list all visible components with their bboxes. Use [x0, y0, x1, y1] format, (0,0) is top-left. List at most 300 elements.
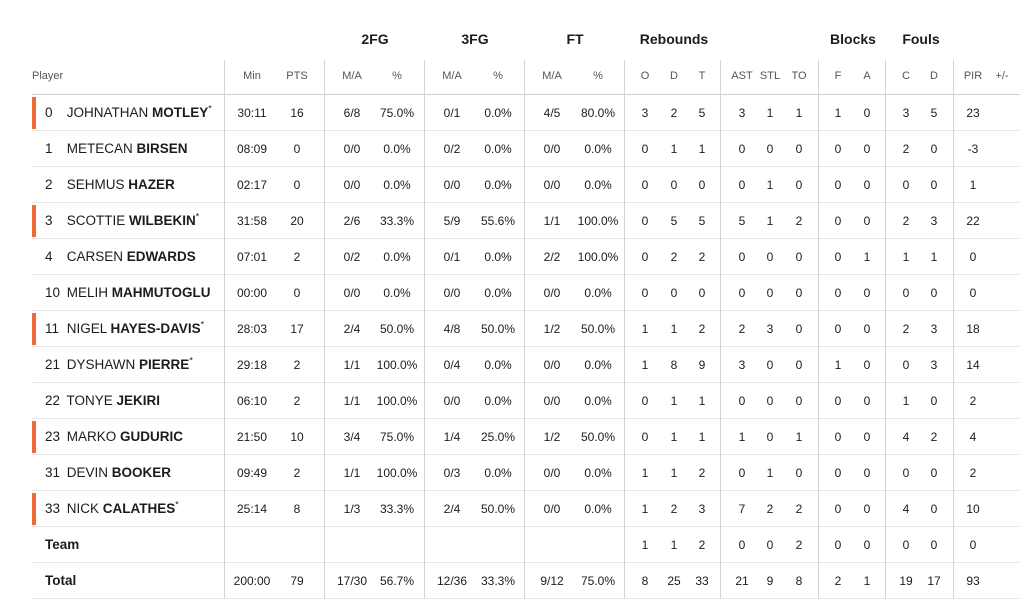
cell-min: 31:58 — [236, 214, 268, 228]
cell-fg2-ma: 3/4 — [343, 430, 361, 444]
total-label: Total — [45, 573, 77, 588]
cell-ft-ma: 0/0 — [543, 358, 561, 372]
cell-fg2-ma: 2/4 — [343, 322, 361, 336]
cell-blk-f: 0 — [834, 502, 842, 516]
cell-fg3-pct: 25.0% — [480, 430, 516, 444]
cell-stl: 0 — [766, 394, 774, 408]
starter-marker — [32, 493, 36, 525]
cell-blk-f: 0 — [834, 250, 842, 264]
cell-blk-f: 0 — [834, 286, 842, 300]
table-row — [32, 167, 1020, 203]
cell-d: 25 — [667, 574, 681, 588]
cell-blk-a: 1 — [863, 250, 871, 264]
cell-d: 8 — [670, 358, 678, 372]
total-row — [32, 563, 1020, 599]
cell-blk-a: 0 — [863, 322, 871, 336]
cell-o: 0 — [641, 142, 649, 156]
cell-pm — [980, 131, 1024, 167]
player-first-name: JOHNATHAN — [66, 105, 149, 120]
player-name-cell[interactable] — [45, 491, 179, 527]
team-row — [32, 527, 1020, 563]
column-header-t: T — [698, 70, 706, 82]
cell-fg3-pct: 33.3% — [480, 574, 516, 588]
cell-o: 1 — [641, 358, 649, 372]
cell-pm — [980, 167, 1024, 203]
player-last-name: EDWARDS — [126, 249, 196, 264]
cell-foul-d: 0 — [930, 178, 938, 192]
cell-t: 2 — [698, 466, 706, 480]
cell-d: 2 — [670, 502, 678, 516]
cell-ft-ma: 0/0 — [543, 178, 561, 192]
cell-blk-a: 0 — [863, 178, 871, 192]
cell-ft-pct: 80.0% — [580, 106, 616, 120]
player-last-name: PIERRE — [139, 357, 190, 372]
cell-blk-f: 0 — [834, 430, 842, 444]
cell-fg2-pct — [375, 527, 419, 563]
group-header-rebounds: Rebounds — [639, 31, 709, 47]
cell-ft-pct — [576, 527, 620, 563]
cell-fg2-pct: 100.0% — [376, 358, 418, 372]
cell-fg2-ma: 2/6 — [343, 214, 361, 228]
cell-blk-f: 1 — [834, 358, 842, 372]
cell-stl: 0 — [766, 358, 774, 372]
cell-min: 29:18 — [236, 358, 268, 372]
cell-foul-c: 2 — [902, 214, 910, 228]
cell-ft-ma: 1/2 — [543, 430, 561, 444]
team-label: Team — [45, 537, 80, 552]
player-first-name: METECAN — [66, 141, 133, 156]
cell-min: 07:01 — [236, 250, 268, 264]
cell-fg3-pct: 50.0% — [480, 502, 516, 516]
cell-foul-d: 0 — [930, 286, 938, 300]
cell-fg3-ma: 1/4 — [443, 430, 461, 444]
cell-foul-d: 0 — [930, 538, 938, 552]
cell-ft-pct: 50.0% — [580, 322, 616, 336]
cell-ft-pct: 75.0% — [580, 574, 616, 588]
cell-ast: 0 — [738, 538, 746, 552]
cell-t: 0 — [698, 286, 706, 300]
cell-pir: 4 — [969, 430, 977, 444]
column-header-ft-ma: M/A — [542, 70, 562, 82]
cell-fg2-pct: 75.0% — [379, 106, 415, 120]
cell-blk-a: 1 — [863, 574, 871, 588]
cell-d: 1 — [670, 538, 678, 552]
cell-foul-c: 0 — [902, 286, 910, 300]
player-name-cell[interactable] — [45, 419, 183, 455]
cell-fg2-ma: 1/1 — [343, 466, 361, 480]
column-separator — [818, 60, 819, 599]
cell-pir: 93 — [966, 574, 980, 588]
cell-foul-d: 3 — [930, 358, 938, 372]
cell-t: 5 — [698, 106, 706, 120]
cell-ast: 0 — [738, 142, 746, 156]
column-header-stl: STL — [759, 70, 781, 82]
cell-fg2-ma: 0/0 — [343, 178, 361, 192]
table-row — [32, 131, 1020, 167]
cell-fg3-pct: 0.0% — [484, 358, 512, 372]
row-divider — [32, 598, 1020, 599]
cell-pm — [980, 311, 1024, 347]
cell-blk-a: 0 — [863, 502, 871, 516]
cell-d: 2 — [670, 106, 678, 120]
cell-blk-a: 0 — [863, 466, 871, 480]
cell-stl: 1 — [766, 214, 774, 228]
cell-fg3-pct: 50.0% — [480, 322, 516, 336]
cell-d: 1 — [670, 394, 678, 408]
cell-pm — [980, 455, 1024, 491]
player-first-name: NICK — [66, 501, 100, 516]
cell-min: 25:14 — [236, 502, 268, 516]
cell-ast: 3 — [738, 106, 746, 120]
cell-pm — [980, 347, 1024, 383]
cell-o: 1 — [641, 322, 649, 336]
cell-min: 200:00 — [233, 574, 271, 588]
cell-foul-d: 3 — [930, 322, 938, 336]
column-separator — [324, 60, 325, 599]
cell-fg2-ma: 1/1 — [343, 358, 361, 372]
cell-t: 3 — [698, 502, 706, 516]
cell-fg2-pct: 0.0% — [383, 142, 411, 156]
cell-to: 1 — [795, 430, 803, 444]
cell-pts: 20 — [290, 214, 304, 228]
cell-fg2-pct: 100.0% — [376, 466, 418, 480]
cell-t: 2 — [698, 250, 706, 264]
cell-ast: 0 — [738, 250, 746, 264]
cell-foul-d: 2 — [930, 430, 938, 444]
column-header-fg3-ma: M/A — [442, 70, 462, 82]
cell-ft-pct: 0.0% — [584, 502, 612, 516]
cell-blk-a: 0 — [863, 286, 871, 300]
jersey-number: 10 — [45, 285, 61, 300]
cell-pts: 2 — [293, 250, 301, 264]
column-header-d: D — [670, 70, 678, 82]
column-separator — [524, 60, 525, 599]
cell-min: 00:00 — [236, 286, 268, 300]
cell-ft-pct: 100.0% — [577, 214, 619, 228]
cell-ast: 7 — [738, 502, 746, 516]
cell-fg2-pct: 56.7% — [379, 574, 415, 588]
cell-d: 1 — [670, 322, 678, 336]
player-first-name: MARKO — [66, 429, 117, 444]
cell-fg3-ma: 0/0 — [443, 286, 461, 300]
cell-stl: 1 — [766, 178, 774, 192]
player-first-name: SCOTTIE — [66, 213, 126, 228]
cell-pts: 2 — [293, 394, 301, 408]
cell-foul-d: 0 — [930, 502, 938, 516]
cell-to: 2 — [795, 538, 803, 552]
cell-ft-pct: 0.0% — [584, 286, 612, 300]
cell-blk-a: 0 — [863, 142, 871, 156]
cell-fg3-pct: 0.0% — [484, 286, 512, 300]
cell-ast: 0 — [738, 286, 746, 300]
cell-foul-c: 2 — [902, 322, 910, 336]
cell-stl: 0 — [766, 538, 774, 552]
cell-ft-pct: 0.0% — [584, 358, 612, 372]
cell-o: 0 — [641, 430, 649, 444]
cell-blk-f: 0 — [834, 394, 842, 408]
cell-fg2-pct: 0.0% — [383, 178, 411, 192]
starter-marker — [32, 421, 36, 453]
player-name-cell[interactable] — [45, 347, 193, 383]
column-header-to: TO — [791, 70, 807, 82]
cell-min: 09:49 — [236, 466, 268, 480]
jersey-number: 4 — [45, 249, 53, 264]
table-row — [32, 419, 1020, 455]
player-first-name: SEHMUS — [66, 177, 125, 192]
cell-fg3-ma: 0/1 — [443, 106, 461, 120]
cell-pir: 2 — [969, 466, 977, 480]
starter-marker — [32, 313, 36, 345]
cell-foul-d: 3 — [930, 214, 938, 228]
cell-fg3-ma — [430, 527, 474, 563]
column-separator — [224, 60, 225, 599]
cell-pts: 79 — [290, 574, 304, 588]
cell-foul-c: 2 — [902, 142, 910, 156]
cell-blk-f: 0 — [834, 538, 842, 552]
cell-pts: 8 — [293, 502, 301, 516]
cell-ast: 0 — [738, 178, 746, 192]
player-name-cell[interactable] — [45, 131, 188, 167]
cell-pir: 10 — [966, 502, 980, 516]
cell-stl: 3 — [766, 322, 774, 336]
cell-t: 9 — [698, 358, 706, 372]
table-row — [32, 95, 1020, 131]
player-last-name: BIRSEN — [136, 141, 188, 156]
table-row — [32, 239, 1020, 275]
jersey-number: 22 — [45, 393, 61, 408]
cell-foul-d: 0 — [930, 394, 938, 408]
cell-pts: 2 — [293, 358, 301, 372]
cell-ft-ma: 1/1 — [543, 214, 561, 228]
player-name-cell[interactable] — [45, 275, 211, 311]
header-divider — [32, 94, 1020, 95]
cell-d: 2 — [670, 250, 678, 264]
column-separator — [624, 60, 625, 599]
cell-d: 0 — [670, 286, 678, 300]
column-header-foul-c: C — [902, 70, 910, 82]
cell-ft-pct: 0.0% — [584, 466, 612, 480]
cell-stl: 0 — [766, 142, 774, 156]
cell-o: 0 — [641, 394, 649, 408]
cell-fg3-ma: 0/4 — [443, 358, 461, 372]
cell-pir: 14 — [966, 358, 980, 372]
cell-o: 1 — [641, 466, 649, 480]
cell-fg3-ma: 2/4 — [443, 502, 461, 516]
starter-star: * — [195, 211, 200, 222]
cell-ft-ma — [530, 527, 574, 563]
cell-t: 1 — [698, 394, 706, 408]
player-name-cell[interactable] — [45, 455, 171, 491]
cell-blk-a: 0 — [863, 430, 871, 444]
cell-ft-ma: 0/0 — [543, 142, 561, 156]
cell-min: 28:03 — [236, 322, 268, 336]
cell-blk-f: 0 — [834, 322, 842, 336]
column-separator — [720, 60, 721, 599]
cell-to: 2 — [795, 214, 803, 228]
cell-blk-f: 0 — [834, 178, 842, 192]
table-row — [32, 347, 1020, 383]
starter-marker — [32, 97, 36, 129]
cell-pm — [980, 203, 1024, 239]
player-last-name: MAHMUTOGLU — [111, 285, 211, 300]
cell-stl: 0 — [766, 286, 774, 300]
cell-stl: 0 — [766, 250, 774, 264]
cell-to: 0 — [795, 466, 803, 480]
cell-min: 02:17 — [236, 178, 268, 192]
cell-fg2-ma: 0/2 — [343, 250, 361, 264]
cell-foul-c: 0 — [902, 466, 910, 480]
player-name-cell[interactable] — [45, 167, 175, 203]
cell-ft-ma: 4/5 — [543, 106, 561, 120]
cell-ft-ma: 9/12 — [540, 574, 564, 588]
cell-blk-f: 1 — [834, 106, 842, 120]
cell-fg3-ma: 12/36 — [436, 574, 468, 588]
cell-pts: 0 — [293, 286, 301, 300]
player-last-name: BOOKER — [111, 465, 172, 480]
cell-fg3-ma: 0/1 — [443, 250, 461, 264]
cell-fg3-pct: 0.0% — [484, 106, 512, 120]
cell-o: 3 — [641, 106, 649, 120]
cell-fg3-pct: 0.0% — [484, 142, 512, 156]
cell-fg2-ma: 1/3 — [343, 502, 361, 516]
column-header-pts: PTS — [286, 70, 308, 82]
cell-pir: 0 — [969, 538, 977, 552]
group-header-2fg: 2FG — [361, 31, 389, 47]
cell-pm — [980, 275, 1024, 311]
cell-fg2-ma: 0/0 — [343, 142, 361, 156]
jersey-number: 2 — [45, 177, 53, 192]
cell-fg2-pct: 50.0% — [379, 322, 415, 336]
cell-fg3-ma: 0/2 — [443, 142, 461, 156]
cell-ast: 3 — [738, 358, 746, 372]
cell-stl: 1 — [766, 466, 774, 480]
group-header-ft: FT — [566, 31, 584, 47]
player-last-name: MOTLEY — [152, 105, 209, 120]
cell-to: 1 — [795, 106, 803, 120]
cell-stl: 1 — [766, 106, 774, 120]
player-name-cell[interactable] — [45, 311, 204, 347]
cell-foul-c: 4 — [902, 430, 910, 444]
player-name-cell[interactable] — [45, 239, 196, 275]
cell-ft-ma: 2/2 — [543, 250, 561, 264]
cell-fg3-pct — [476, 527, 520, 563]
cell-fg2-ma: 6/8 — [343, 106, 361, 120]
cell-foul-c: 0 — [902, 538, 910, 552]
player-first-name: DYSHAWN — [66, 357, 136, 372]
cell-min: 08:09 — [236, 142, 268, 156]
column-header-fg2-pct: % — [392, 70, 402, 82]
player-last-name: HAZER — [128, 177, 175, 192]
cell-ft-pct: 50.0% — [580, 430, 616, 444]
cell-blk-f: 0 — [834, 142, 842, 156]
cell-foul-c: 4 — [902, 502, 910, 516]
player-name-cell[interactable] — [45, 203, 199, 239]
cell-pir: 1 — [969, 178, 977, 192]
cell-pir: 0 — [969, 286, 977, 300]
cell-fg3-pct: 55.6% — [480, 214, 516, 228]
cell-foul-c: 0 — [902, 178, 910, 192]
player-first-name: CARSEN — [66, 249, 124, 264]
cell-foul-d: 5 — [930, 106, 938, 120]
cell-pts: 0 — [293, 178, 301, 192]
cell-blk-a: 0 — [863, 214, 871, 228]
cell-ft-ma: 0/0 — [543, 394, 561, 408]
cell-min: 30:11 — [237, 106, 267, 120]
cell-pts: 0 — [293, 142, 301, 156]
player-name-cell[interactable] — [45, 383, 160, 419]
cell-ft-ma: 0/0 — [543, 466, 561, 480]
cell-fg3-ma: 0/0 — [443, 178, 461, 192]
cell-to: 0 — [795, 178, 803, 192]
cell-foul-c: 1 — [902, 394, 910, 408]
cell-to: 8 — [795, 574, 803, 588]
player-last-name: GUDURIC — [120, 429, 184, 444]
cell-foul-c: 19 — [899, 574, 913, 588]
table-row — [32, 203, 1020, 239]
cell-fg2-ma: 0/0 — [343, 286, 361, 300]
cell-pts — [275, 527, 319, 563]
cell-stl: 0 — [766, 430, 774, 444]
cell-pir: 22 — [966, 214, 980, 228]
cell-fg2-ma — [330, 527, 374, 563]
cell-d: 1 — [670, 430, 678, 444]
cell-t: 0 — [698, 178, 706, 192]
cell-ast: 5 — [738, 214, 746, 228]
cell-o: 0 — [641, 178, 649, 192]
column-header-blk-f: F — [834, 70, 842, 82]
cell-foul-d: 0 — [930, 466, 938, 480]
cell-pm — [980, 383, 1024, 419]
column-separator — [424, 60, 425, 599]
column-header-fg3-pct: % — [493, 70, 503, 82]
cell-ast: 21 — [735, 574, 749, 588]
cell-ast: 1 — [738, 430, 746, 444]
jersey-number: 33 — [45, 501, 61, 516]
cell-d: 5 — [670, 214, 678, 228]
cell-pir: 18 — [966, 322, 980, 336]
cell-to: 0 — [795, 394, 803, 408]
table-row — [32, 311, 1020, 347]
cell-ft-pct: 0.0% — [584, 394, 612, 408]
cell-fg2-pct: 75.0% — [379, 430, 415, 444]
player-first-name: MELIH — [66, 285, 109, 300]
cell-to: 0 — [795, 322, 803, 336]
table-row — [32, 275, 1020, 311]
cell-ft-pct: 0.0% — [584, 178, 612, 192]
cell-to: 0 — [795, 142, 803, 156]
cell-foul-d: 17 — [927, 574, 941, 588]
cell-ast: 0 — [738, 394, 746, 408]
cell-blk-a: 0 — [863, 358, 871, 372]
cell-ft-ma: 0/0 — [543, 502, 561, 516]
cell-t: 2 — [698, 322, 706, 336]
cell-fg2-pct: 0.0% — [383, 250, 411, 264]
cell-t: 33 — [695, 574, 709, 588]
column-header-pir: PIR — [963, 70, 983, 82]
cell-blk-a: 0 — [863, 106, 871, 120]
cell-t: 5 — [698, 214, 706, 228]
cell-o: 0 — [641, 250, 649, 264]
column-separator — [953, 60, 954, 599]
player-first-name: DEVIN — [66, 465, 109, 480]
player-name-cell[interactable] — [45, 95, 212, 131]
cell-t: 1 — [698, 142, 706, 156]
group-header-3fg: 3FG — [461, 31, 489, 47]
jersey-number: 21 — [45, 357, 61, 372]
cell-ft-ma: 1/2 — [543, 322, 561, 336]
cell-pm — [980, 563, 1024, 599]
cell-fg2-ma: 1/1 — [343, 394, 361, 408]
